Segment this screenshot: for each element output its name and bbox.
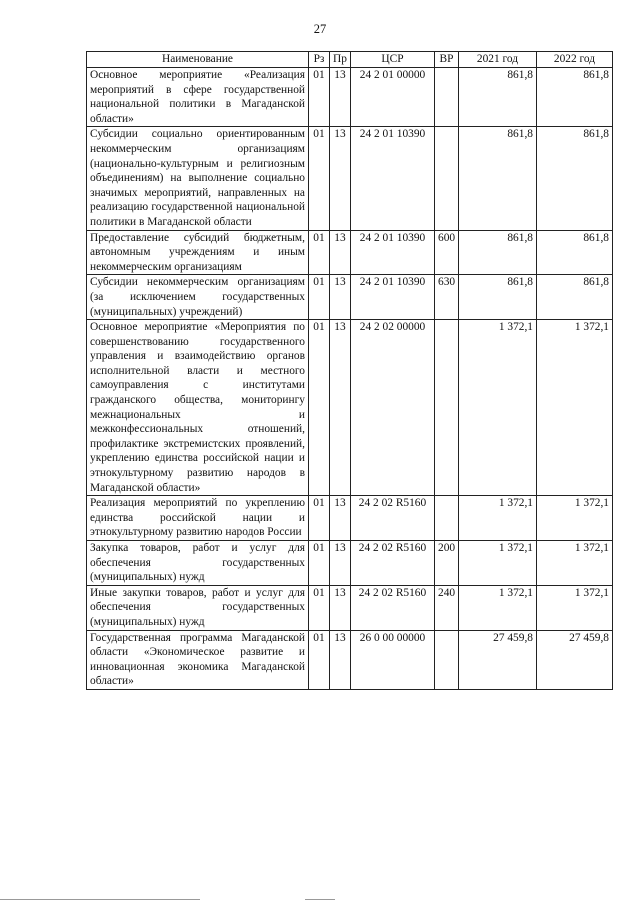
row-csr: 26 0 00 00000 xyxy=(351,630,435,689)
row-vr: 200 xyxy=(435,541,459,586)
table-header-row xyxy=(87,52,613,68)
row-name: Реализация мероприятий по укреплению единства российской нации и этнокультурному развитию народов России xyxy=(87,496,309,541)
row-vr: 600 xyxy=(435,230,459,275)
budget-table xyxy=(86,51,613,690)
table-row xyxy=(87,630,613,689)
row-csr: 24 2 01 10390 xyxy=(351,127,435,230)
row-rz: 01 xyxy=(309,496,330,541)
row-year-2021: 861,8 xyxy=(459,275,537,320)
table-row xyxy=(87,230,613,275)
row-year-2022: 861,8 xyxy=(537,275,613,320)
table-row xyxy=(87,496,613,541)
table-row xyxy=(87,275,613,320)
footer-divider xyxy=(0,899,200,900)
row-rz: 01 xyxy=(309,541,330,586)
table-row xyxy=(87,320,613,496)
row-year-2021: 861,8 xyxy=(459,230,537,275)
row-name: Закупка товаров, работ и услуг для обеспечения государственных (муниципальных) нужд xyxy=(87,541,309,586)
header-year-2022: 2022 год xyxy=(537,52,613,68)
row-year-2021: 1 372,1 xyxy=(459,585,537,630)
row-vr xyxy=(435,630,459,689)
row-name: Субсидии социально ориентированным некоммерческим организациям (национально-культурным и религиозным объединениям) на выполнение социально значимых мероприятий, направленных на реализацию государственной национальной политики в Магаданской области xyxy=(87,127,309,230)
row-pr: 13 xyxy=(330,127,351,230)
row-csr: 24 2 02 R5160 xyxy=(351,541,435,586)
row-year-2022: 861,8 xyxy=(537,230,613,275)
row-pr: 13 xyxy=(330,275,351,320)
row-year-2021: 1 372,1 xyxy=(459,320,537,496)
row-year-2021: 861,8 xyxy=(459,68,537,127)
row-year-2021: 27 459,8 xyxy=(459,630,537,689)
row-csr: 24 2 02 R5160 xyxy=(351,585,435,630)
table-row xyxy=(87,68,613,127)
row-csr: 24 2 02 R5160 xyxy=(351,496,435,541)
row-rz: 01 xyxy=(309,585,330,630)
page-number: 27 xyxy=(313,22,327,36)
row-vr xyxy=(435,68,459,127)
row-year-2021: 861,8 xyxy=(459,127,537,230)
header-vr: ВР xyxy=(435,52,459,68)
row-name: Субсидии некоммерческим организациям (за исключением государственных (муниципальных) учреждений) xyxy=(87,275,309,320)
row-pr: 13 xyxy=(330,496,351,541)
row-year-2022: 861,8 xyxy=(537,127,613,230)
table-row xyxy=(87,541,613,586)
header-name: Наименование xyxy=(87,52,309,68)
table-row xyxy=(87,127,613,230)
row-rz: 01 xyxy=(309,68,330,127)
row-csr: 24 2 01 10390 xyxy=(351,275,435,320)
row-rz: 01 xyxy=(309,127,330,230)
row-rz: 01 xyxy=(309,230,330,275)
row-year-2022: 861,8 xyxy=(537,68,613,127)
row-vr: 630 xyxy=(435,275,459,320)
row-name: Иные закупки товаров, работ и услуг для обеспечения государственных (муниципальных) нужд xyxy=(87,585,309,630)
row-year-2022: 1 372,1 xyxy=(537,541,613,586)
row-year-2022: 1 372,1 xyxy=(537,320,613,496)
row-rz: 01 xyxy=(309,320,330,496)
row-pr: 13 xyxy=(330,230,351,275)
header-year-2021: 2021 год xyxy=(459,52,537,68)
row-vr xyxy=(435,320,459,496)
row-pr: 13 xyxy=(330,541,351,586)
row-year-2021: 1 372,1 xyxy=(459,541,537,586)
header-rz: Рз xyxy=(309,52,330,68)
row-name: Предоставление субсидий бюджетным, автономным учреждениям и иным некоммерческим организациям xyxy=(87,230,309,275)
row-name: Основное мероприятие «Реализация мероприятий в сфере государственной национальной политики в Магаданской области» xyxy=(87,68,309,127)
row-name: Основное мероприятие «Мероприятия по совершенствованию государственного управления и взаимодействию органов исполнительной власти и местного самоуправления с институтами гражданского общества, мониторингу межнациональных и межконфессиональных отношений, профилактике экстремистских проявлений, укреплению единства российской нации и этнокультурному развитию народов в Магаданской области» xyxy=(87,320,309,496)
row-year-2021: 1 372,1 xyxy=(459,496,537,541)
row-rz: 01 xyxy=(309,275,330,320)
row-year-2022: 1 372,1 xyxy=(537,585,613,630)
row-csr: 24 2 01 10390 xyxy=(351,230,435,275)
row-pr: 13 xyxy=(330,320,351,496)
row-vr xyxy=(435,127,459,230)
row-year-2022: 1 372,1 xyxy=(537,496,613,541)
row-csr: 24 2 01 00000 xyxy=(351,68,435,127)
row-pr: 13 xyxy=(330,630,351,689)
row-pr: 13 xyxy=(330,585,351,630)
row-csr: 24 2 02 00000 xyxy=(351,320,435,496)
header-csr: ЦСР xyxy=(351,52,435,68)
row-name: Государственная программа Магаданской области «Экономическое развитие и инновационная экономика Магаданской области» xyxy=(87,630,309,689)
footer-divider xyxy=(305,899,335,900)
row-rz: 01 xyxy=(309,630,330,689)
row-year-2022: 27 459,8 xyxy=(537,630,613,689)
table-row xyxy=(87,585,613,630)
row-vr xyxy=(435,496,459,541)
row-pr: 13 xyxy=(330,68,351,127)
header-pr: Пр xyxy=(330,52,351,68)
row-vr: 240 xyxy=(435,585,459,630)
